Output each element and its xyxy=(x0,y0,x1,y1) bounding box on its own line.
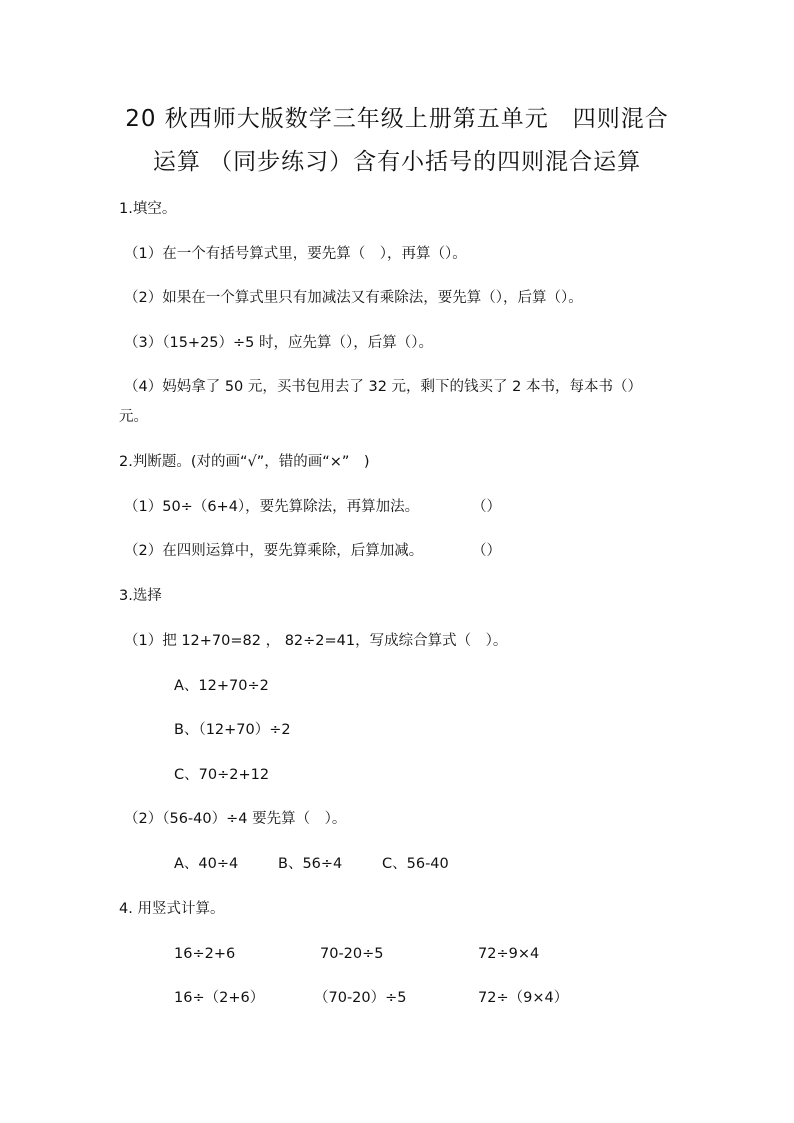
section-1-question-4: （4）妈妈拿了 50 元，买书包用去了 32 元，剩下的钱买了 2 本书，每本书（） xyxy=(124,379,643,395)
section-4-heading: 4. 用竖式计算。 xyxy=(119,901,225,917)
calc-expression: 72÷（9×4） xyxy=(478,990,569,1006)
calc-expression: （70-20）÷5 xyxy=(314,990,407,1006)
section-3-question-2-option-a: A、40÷4 xyxy=(174,856,239,872)
section-1-question-2: （2）如果在一个算式里只有加减法又有乘除法，要先算（），后算（）。 xyxy=(124,290,583,306)
section-3-question-1: （1）把 12+70=82 ， 82÷2=41，写成综合算式（ ）。 xyxy=(124,633,508,649)
section-3-heading: 3.选择 xyxy=(119,588,162,604)
section-1-question-3: （3）（15+25）÷5 时，应先算（），后算（）。 xyxy=(124,335,434,351)
section-3-question-2-option-c: C、56-40 xyxy=(382,856,449,872)
section-2-question-2-answer-mark: （） xyxy=(472,543,501,559)
section-3-question-1-option-a: A、12+70÷2 xyxy=(174,678,269,694)
section-3-question-2: （2）（56-40）÷4 要先算（ ）。 xyxy=(124,811,347,827)
page-title-line-1: 20 秋西师大版数学三年级上册第五单元 四则混合 xyxy=(125,106,669,132)
section-2-question-1: （1）50÷（6+4），要先算除法，再算加法。 xyxy=(124,499,420,515)
section-3-question-1-option-b: B、（12+70）÷2 xyxy=(174,722,291,738)
calc-expression: 70-20÷5 xyxy=(320,946,384,962)
section-1-question-1: （1）在一个有括号算式里，要先算（ ），再算（）。 xyxy=(124,246,467,262)
section-2-heading: 2.判断题。(对的画“√”，错的画“×” ) xyxy=(119,454,370,470)
section-3-question-2-option-b: B、56÷4 xyxy=(278,856,343,872)
page-title-line-2: 运算 （同步练习）含有小括号的四则混合运算 xyxy=(152,149,642,175)
calc-expression: 16÷2+6 xyxy=(174,946,236,962)
calc-expression: 72÷9×4 xyxy=(478,946,540,962)
calc-expression: 16÷（2+6） xyxy=(174,990,265,1006)
section-1-heading: 1.填空。 xyxy=(119,201,177,217)
section-3-question-1-option-c: C、70÷2+12 xyxy=(174,767,270,783)
section-2-question-2: （2）在四则运算中，要先算乘除，后算加减。 xyxy=(124,543,424,559)
section-1-question-4-continued: 元。 xyxy=(119,409,148,425)
section-2-question-1-answer-mark: （） xyxy=(472,499,501,515)
